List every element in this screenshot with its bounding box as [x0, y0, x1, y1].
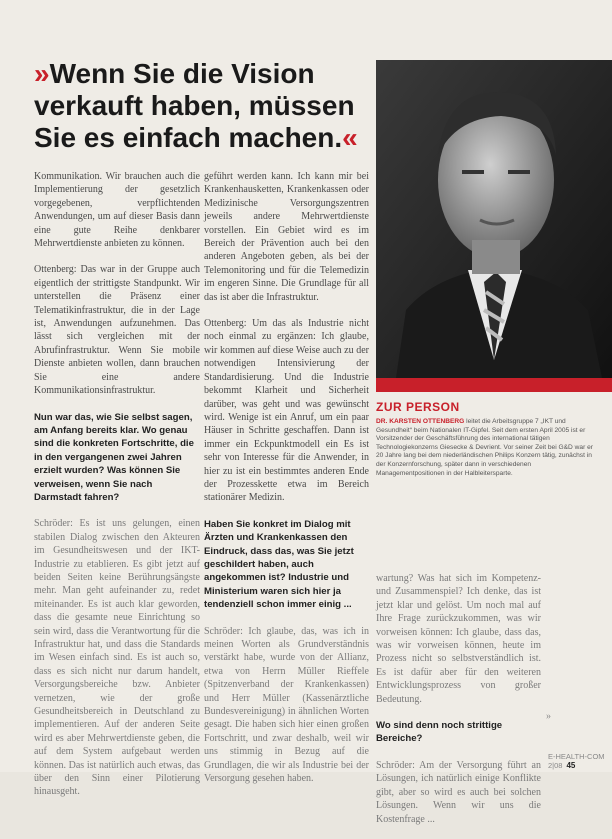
- issue-number: 2|08: [548, 761, 563, 770]
- text-column-2: [204, 170, 369, 798]
- paragraph: Schröder: Ich glaube, das, was ich in meinen Worten als Grundverständnis verstärkt habe, wurde von der Allianz, etwa von Herrn Müller Rieffele (Spitzenverband der Krankenkassen) und Herr Müller (Kassenärztliche Bundesvereinigung) in ähnlichen Worten gesagt. Die haben sich hier einen großen Fortschritt, und zwar deshalb, weil wir uns stimmig in Bezug auf die Grundlagen, die wir als Industrie bei der Versorgung gesehen haben.: [204, 625, 369, 785]
- person-heading: ZUR PERSON: [376, 400, 460, 414]
- paragraph: wartung? Was hat sich im Kompetenz- und Zusammenspiel? Ich denke, das ist jetzt klar und gelöst. Um noch mal auf Ihre Frage zurückzukommen, was wir vorweisen können: Ich glaube, dass das, was wir vorweisen können, heute im Prozess nicht so selbstverständlich ist. Es ist dafür aber für den weiteren Entwicklungsprozess von großer Bedeutung.: [376, 573, 541, 705]
- headline-close-quote: «: [342, 122, 358, 153]
- headline-text: Wenn Sie die Vision verkauft haben, müssen Sie es einfach machen.: [34, 58, 355, 153]
- continue-mark: »: [546, 711, 551, 722]
- paragraph: geführt werden kann. Ich kann mir bei Krankenhausketten, Krankenkassen oder Medizinische Versorgungszentren jeweils andere Mehrwertdienste vorstellen. Ein Gebiet wird es im Bereich der Prävention auch bei den anderen Angeboten geben, als bei der Telemonitoring und für die Telemedizin im engeren Sinne. Die Grundlage für all das ist aber die Infrastruktur.: [204, 171, 369, 303]
- headline-open-quote: »: [34, 58, 50, 89]
- person-bio-text: leitet die Arbeitsgruppe 7 „IKT und Gesundheit“ beim Nationalen IT-Gipfel. Seit dem ersten April 2005 ist er Vorsitzender der Geschäftsführung des international tätigen Technologiekonzerns Giesecke & Devrient. Vor seiner Zeit bei G&D war er 20 Jahre lang bei dem niederländischen Philips Konzern tätig, zunächst in der Konzernforschung, später dann in verschiedenen Managementpositionen in der Halbleitersparte.: [376, 418, 593, 477]
- headline: [34, 58, 369, 154]
- page-footer: [548, 752, 612, 770]
- interview-question: Nun war das, wie Sie selbst sagen, am Anfang bereits klar. Wo genau sind die konkreten Fortschritte, die in den vergangenen zwei Jahren erzielt wurden? Was können Sie verweisen, wenn Sie nach Darmstadt fahren?: [34, 411, 194, 503]
- interview-question: Haben Sie konkret im Dialog mit Ärzten und Krankenkassen den Eindruck, dass das, was Sie jetzt geschildert haben, auch angekommen ist? Industrie und Ministerium waren sich hier ja tendenziell schon immer einig ...: [204, 518, 354, 611]
- interview-question: Wo sind denn noch strittige Bereiche?: [376, 720, 503, 745]
- page-number: 45: [566, 761, 576, 770]
- magazine-name: E-HEALTH-COM: [548, 752, 605, 761]
- red-bar: [376, 378, 612, 392]
- paragraph: Schröder: Es ist uns gelungen, einen stabilen Dialog zwischen den Akteuren im Gesundheitswesen und der IKT-Industrie zu etablieren. Es gibt jetzt auf beiden Seiten keine Berührungsängste mehr. Man geht aufeinander zu, redet miteinander. Es ist auch klar geworden, dass die gesamte neue Einrichtung so sein wird, dass die Verantwortung für die Infrastruktur hat, und dass die Standards im Wesen einfach sind. Es ist auch so, dass es sich nicht nur darum handelt, Versorgungsbereiche bzw. Anbieter vernetzen, wie der große Gesundheitsbereich in Deutschland zu implementieren. Auf der anderen Seite wird es aber Mehrwertdienste geben, die auf dem System aufgebaut werden können. Das ist natürlich auch etwas, das über den Sinn einer Pilotierung hinausgeht.: [34, 518, 200, 798]
- paragraph: Schröder: Am der Versorgung führt an Lösungen, ich natürlich einige Konflikte gibt, aber so wird es auch bei solchen Lösungen. Wenn wir uns die Kostenfrage ...: [376, 759, 541, 825]
- paragraph: Ottenberg: Das war in der Gruppe auch eigentlich der strittigste Standpunkt. Wir unterstellen die Präsenz einer Telematikinfrastruktur, die in der Lage ist, Anwendungen aufzunehmen. Das lässt sich vergleichen mit der Abrufinfrastruktur. Wenn Sie mobile Dienste anbieten wollen, dann brauchen Sie eine andere Kommunikationsinfrastruktur.: [34, 264, 200, 397]
- person-name: DR. KARSTEN OTTENBERG: [376, 418, 465, 425]
- portrait-photo: [376, 60, 612, 378]
- about-person-box: [376, 378, 612, 478]
- paragraph: Ottenberg: Um das als Industrie nicht noch einmal zu ergänzen: Ich glaube, wir kommen auf diese Weise auch zu der notwendigen Intensivierung der Standardisierung. Und die Industrie bekommt Klarheit und Sicherheit darüber, was geht und was gewünscht wird. Wenige ist ein Anruf, um ein paar Häuser in Schritte geschaffen. Dann ist immer ein Eckpunktmodell ein Es ist sehr von Interesse für die Anwender, in hier zu ist ein bestimmtes anderen Ende der Prozesskette etwa im Bereich stationärer Medizin.: [204, 318, 369, 504]
- text-column-3: [376, 572, 541, 839]
- paragraph: Kommunikation. Wir brauchen auch die Implementierung der gesetzlich vorgegebenen, verpflichtenden Anwendungen, um auf dieser Basis dann eine gute Reihe denkbarer Mehrwertdienste anbieten zu können.: [34, 171, 200, 250]
- text-column-1: [34, 170, 200, 812]
- person-bio: [376, 418, 601, 478]
